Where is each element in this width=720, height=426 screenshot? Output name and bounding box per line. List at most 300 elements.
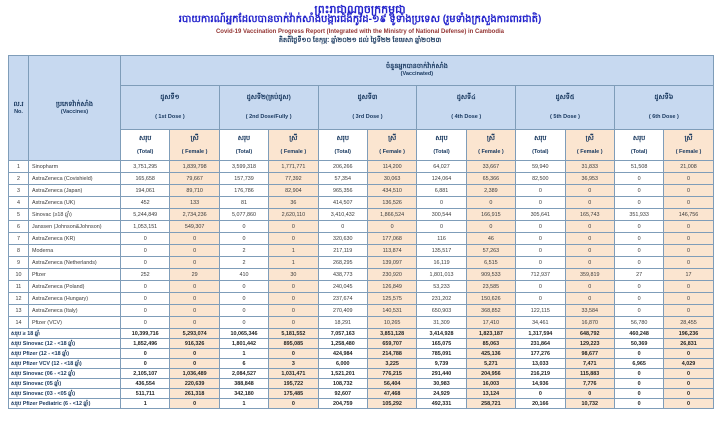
value-cell: 165,658 — [121, 173, 170, 185]
value-cell: 0 — [170, 293, 219, 305]
value-cell: 136,526 — [367, 197, 416, 209]
value-cell: 0 — [170, 233, 219, 245]
value-cell: 0 — [664, 389, 713, 399]
value-cell: 0 — [516, 185, 565, 197]
row-number: 3 — [9, 185, 29, 197]
value-cell: 126,849 — [367, 281, 416, 293]
dose-header-english: ( 3rd Dose ) — [352, 114, 383, 120]
female-subheader-english: ( Female ) — [280, 148, 307, 155]
female-subheader-khmer: ស្រី — [486, 134, 495, 142]
value-cell: 0 — [121, 359, 170, 369]
value-cell: 16,119 — [417, 257, 466, 269]
value-cell: 0 — [121, 293, 170, 305]
value-cell: 0 — [614, 369, 663, 379]
summary-row — [9, 349, 714, 359]
summary-row — [9, 359, 714, 369]
value-cell: 166,915 — [466, 209, 515, 221]
value-cell: 1 — [219, 399, 268, 409]
value-cell: 196,236 — [664, 329, 713, 339]
value-cell: 77,392 — [269, 173, 318, 185]
female-subheader-khmer: ស្រី — [684, 134, 693, 142]
value-cell: 214,788 — [367, 349, 416, 359]
col-header-no-khmer: ល.រ — [13, 100, 24, 108]
dose-header-khmer: ដូសទី៤ — [456, 94, 476, 101]
value-cell: 0 — [466, 197, 515, 209]
value-cell: 460,248 — [614, 329, 663, 339]
value-cell: 0 — [614, 257, 663, 269]
female-subheader — [565, 130, 614, 161]
value-cell: 177,068 — [367, 233, 416, 245]
value-cell: 139,097 — [367, 257, 416, 269]
value-cell: 10,399,716 — [121, 329, 170, 339]
value-cell: 0 — [269, 221, 318, 233]
value-cell: 0 — [565, 389, 614, 399]
value-cell: 414,507 — [318, 197, 367, 209]
value-cell: 424,984 — [318, 349, 367, 359]
value-cell: 0 — [121, 305, 170, 317]
value-cell: 1 — [269, 257, 318, 269]
row-number: 8 — [9, 245, 29, 257]
value-cell: 10,732 — [565, 399, 614, 409]
vaccine-name: Sinopharm — [29, 161, 121, 173]
value-cell: 300,544 — [417, 209, 466, 221]
value-cell: 82,500 — [516, 173, 565, 185]
value-cell: 3,410,432 — [318, 209, 367, 221]
value-cell: 0 — [614, 399, 663, 409]
value-cell: 230,920 — [367, 269, 416, 281]
vaccine-name: Sinovac (≥18 ឆ្នាំ) — [29, 209, 121, 221]
row-number: 12 — [9, 293, 29, 305]
female-subheader — [269, 130, 318, 161]
total-subheader-english: (Total) — [532, 148, 549, 155]
female-subheader — [170, 130, 219, 161]
value-cell: 5,293,074 — [170, 329, 219, 339]
value-cell: 0 — [121, 233, 170, 245]
value-cell: 320,630 — [318, 233, 367, 245]
value-cell: 1,521,201 — [318, 369, 367, 379]
table-row — [9, 293, 714, 305]
value-cell: 0 — [318, 221, 367, 233]
col-header-no — [9, 56, 29, 161]
table-row — [9, 305, 714, 317]
table-row — [9, 257, 714, 269]
value-cell: 92,607 — [318, 389, 367, 399]
value-cell: 0 — [614, 305, 663, 317]
value-cell: 659,707 — [367, 339, 416, 349]
value-cell: 6,881 — [417, 185, 466, 197]
summary-row — [9, 339, 714, 349]
value-cell: 434,510 — [367, 185, 416, 197]
value-cell: 291,440 — [417, 369, 466, 379]
value-cell: 31,833 — [565, 161, 614, 173]
dose-header-khmer: ដូសទី៣ — [357, 94, 378, 101]
female-subheader-khmer: ស្រី — [388, 134, 397, 142]
value-cell: 895,085 — [269, 339, 318, 349]
total-subheader — [516, 130, 565, 161]
value-cell: 16,870 — [565, 317, 614, 329]
value-cell: 34,461 — [516, 317, 565, 329]
value-cell: 108,732 — [318, 379, 367, 389]
table-row — [9, 209, 714, 221]
value-cell: 231,202 — [417, 293, 466, 305]
value-cell: 206,266 — [318, 161, 367, 173]
value-cell: 28,455 — [664, 317, 713, 329]
total-subheader-english: (Total) — [433, 148, 450, 155]
dose-header-khmer: ដូសទី៥ — [555, 94, 575, 101]
value-cell: 0 — [516, 233, 565, 245]
summary-row — [9, 399, 714, 409]
value-cell: 1,053,151 — [121, 221, 170, 233]
value-cell: 6 — [219, 359, 268, 369]
value-cell: 0 — [121, 245, 170, 257]
value-cell: 0 — [269, 349, 318, 359]
vaccine-name: AstraZeneca (Poland) — [29, 281, 121, 293]
female-subheader-english: ( Female ) — [181, 148, 208, 155]
value-cell: 0 — [565, 281, 614, 293]
col-header-vaccinated-english: (Vaccinated) — [400, 71, 434, 77]
value-cell: 146,756 — [664, 209, 713, 221]
value-cell: 115,883 — [565, 369, 614, 379]
value-cell: 0 — [565, 245, 614, 257]
value-cell: 9,739 — [417, 359, 466, 369]
value-cell: 56,404 — [367, 379, 416, 389]
value-cell: 785,091 — [417, 349, 466, 359]
value-cell: 129,223 — [565, 339, 614, 349]
value-cell: 0 — [516, 293, 565, 305]
value-cell: 10,065,346 — [219, 329, 268, 339]
value-cell: 0 — [614, 233, 663, 245]
value-cell: 5,077,860 — [219, 209, 268, 221]
value-cell: 53,233 — [417, 281, 466, 293]
value-cell: 909,533 — [466, 269, 515, 281]
value-cell: 29 — [170, 269, 219, 281]
value-cell: 0 — [269, 233, 318, 245]
vaccine-name: Pfizer — [29, 269, 121, 281]
value-cell: 0 — [614, 173, 663, 185]
value-cell: 0 — [664, 197, 713, 209]
value-cell: 6,515 — [466, 257, 515, 269]
vaccine-name: AstraZeneca (Netherlands) — [29, 257, 121, 269]
value-cell: 3,225 — [367, 359, 416, 369]
value-cell: 0 — [664, 245, 713, 257]
dose-header-3 — [318, 86, 417, 130]
value-cell: 1 — [219, 349, 268, 359]
value-cell: 2,389 — [466, 185, 515, 197]
value-cell: 0 — [219, 233, 268, 245]
row-number: 4 — [9, 197, 29, 209]
summary-label: សរុប Sinovac (03 - <05 ឆ្នាំ) — [9, 389, 121, 399]
table-row — [9, 233, 714, 245]
value-cell: 0 — [565, 293, 614, 305]
value-cell: 1,866,524 — [367, 209, 416, 221]
value-cell: 0 — [664, 173, 713, 185]
value-cell: 64,027 — [417, 161, 466, 173]
value-cell: 98,677 — [565, 349, 614, 359]
female-subheader-english: ( Female ) — [576, 148, 603, 155]
value-cell: 114,200 — [367, 161, 416, 173]
value-cell: 0 — [170, 245, 219, 257]
value-cell: 0 — [121, 317, 170, 329]
value-cell: 1,839,798 — [170, 161, 219, 173]
value-cell: 916,326 — [170, 339, 219, 349]
value-cell: 237,674 — [318, 293, 367, 305]
vaccine-name: AstraZeneca (Hungary) — [29, 293, 121, 305]
value-cell: 0 — [565, 257, 614, 269]
col-header-vaccines-khmer: ប្រភេទវ៉ាក់សាំង — [55, 100, 93, 108]
value-cell: 305,641 — [516, 209, 565, 221]
value-cell: 57,263 — [466, 245, 515, 257]
value-cell: 0 — [170, 317, 219, 329]
value-cell: 0 — [614, 245, 663, 257]
vaccine-name: Pfizer (VCV) — [29, 317, 121, 329]
row-number: 5 — [9, 209, 29, 221]
value-cell: 368,852 — [466, 305, 515, 317]
value-cell: 165,075 — [417, 339, 466, 349]
summary-label: សរុប Pfizer (12 - <18 ឆ្នាំ) — [9, 349, 121, 359]
value-cell: 270,409 — [318, 305, 367, 317]
value-cell: 165,743 — [565, 209, 614, 221]
value-cell: 2,620,110 — [269, 209, 318, 221]
value-cell: 0 — [664, 379, 713, 389]
value-cell: 1,801,013 — [417, 269, 466, 281]
value-cell: 220,639 — [170, 379, 219, 389]
value-cell: 0 — [516, 389, 565, 399]
female-subheader-khmer: ស្រី — [289, 134, 298, 142]
value-cell: 16,003 — [466, 379, 515, 389]
value-cell: 124,064 — [417, 173, 466, 185]
value-cell: 0 — [565, 233, 614, 245]
value-cell: 1,031,471 — [269, 369, 318, 379]
value-cell: 0 — [417, 221, 466, 233]
dose-header-english: ( 4th Dose ) — [451, 114, 482, 120]
value-cell: 2,105,107 — [121, 369, 170, 379]
value-cell: 2,084,527 — [219, 369, 268, 379]
vaccine-name: AstraZeneca (Japan) — [29, 185, 121, 197]
value-cell: 231,864 — [516, 339, 565, 349]
value-cell: 82,904 — [269, 185, 318, 197]
value-cell: 204,759 — [318, 399, 367, 409]
total-subheader-khmer: សរុប — [237, 134, 251, 142]
table-row — [9, 269, 714, 281]
value-cell: 0 — [219, 221, 268, 233]
value-cell: 438,773 — [318, 269, 367, 281]
value-cell: 359,819 — [565, 269, 614, 281]
value-cell: 36,953 — [565, 173, 614, 185]
table-row — [9, 161, 714, 173]
table-row — [9, 197, 714, 209]
summary-label: សរុប ≥ 18 ឆ្នាំ — [9, 329, 121, 339]
value-cell: 1,258,480 — [318, 339, 367, 349]
row-number: 10 — [9, 269, 29, 281]
vaccine-name: AstraZeneca (Italy) — [29, 305, 121, 317]
female-subheader — [466, 130, 515, 161]
value-cell: 0 — [516, 281, 565, 293]
value-cell: 0 — [170, 349, 219, 359]
value-cell: 0 — [614, 185, 663, 197]
female-subheader-english: ( Female ) — [478, 148, 504, 155]
value-cell: 50,369 — [614, 339, 663, 349]
value-cell: 81 — [219, 197, 268, 209]
value-cell: 116 — [417, 233, 466, 245]
value-cell: 59,940 — [516, 161, 565, 173]
total-subheader-english: (Total) — [136, 148, 154, 155]
value-cell: 2 — [219, 257, 268, 269]
value-cell: 2 — [219, 245, 268, 257]
vaccine-name: Moderna — [29, 245, 121, 257]
value-cell: 776,215 — [367, 369, 416, 379]
dose-header-english: ( 6th Dose ) — [648, 114, 679, 120]
value-cell: 0 — [664, 369, 713, 379]
value-cell: 436,554 — [121, 379, 170, 389]
dose-header-2 — [219, 86, 318, 130]
value-cell: 0 — [614, 349, 663, 359]
dose-header-khmer: ដូសទី២(គ្រប់ដូស) — [246, 94, 291, 101]
col-header-vaccinated — [121, 56, 714, 86]
value-cell: 23,585 — [466, 281, 515, 293]
summary-row — [9, 369, 714, 379]
value-cell: 36 — [269, 197, 318, 209]
value-cell: 17,410 — [466, 317, 515, 329]
total-subheader-english: (Total) — [235, 148, 253, 155]
value-cell: 105,292 — [367, 399, 416, 409]
value-cell: 0 — [121, 281, 170, 293]
value-cell: 46 — [466, 233, 515, 245]
value-cell: 176,786 — [219, 185, 268, 197]
dose-header-1 — [121, 86, 220, 130]
female-subheader-khmer: ស្រី — [585, 134, 594, 142]
value-cell: 410 — [219, 269, 268, 281]
value-cell: 5,181,552 — [269, 329, 318, 339]
value-cell: 0 — [170, 281, 219, 293]
table-row — [9, 221, 714, 233]
value-cell: 20,166 — [516, 399, 565, 409]
value-cell: 33,584 — [565, 305, 614, 317]
value-cell: 0 — [614, 281, 663, 293]
value-cell: 0 — [614, 379, 663, 389]
report-date-range: គិតពីថ្ងៃទី១០ ខែកុម្ភៈ ឆ្នាំ២០២១ ដល់ ថ្ងៃទី២២ ខែមេសា ឆ្នាំ២០២៣ — [278, 37, 442, 44]
value-cell: 3,599,318 — [219, 161, 268, 173]
total-subheader-khmer: សរុប — [632, 134, 646, 142]
value-cell: 0 — [664, 221, 713, 233]
col-header-vaccinated-khmer: ចំនួនអ្នកបានចាក់វ៉ាក់សាំង — [385, 63, 448, 70]
total-subheader — [121, 130, 170, 161]
value-cell: 31,309 — [417, 317, 466, 329]
value-cell: 47,468 — [367, 389, 416, 399]
female-subheader — [664, 130, 713, 161]
value-cell: 89,710 — [170, 185, 219, 197]
summary-label: សរុប Sinovac (05 ឆ្នាំ) — [9, 379, 121, 389]
value-cell: 0 — [664, 293, 713, 305]
table-row — [9, 173, 714, 185]
value-cell: 452 — [121, 197, 170, 209]
total-subheader-khmer: សរុប — [534, 134, 547, 142]
value-cell: 0 — [466, 221, 515, 233]
col-header-no-english: No. — [14, 108, 23, 115]
value-cell: 122,115 — [516, 305, 565, 317]
value-cell: 85,063 — [466, 339, 515, 349]
value-cell: 0 — [516, 197, 565, 209]
value-cell: 26,831 — [664, 339, 713, 349]
value-cell: 13,033 — [516, 359, 565, 369]
value-cell: 3 — [269, 359, 318, 369]
value-cell: 0 — [269, 293, 318, 305]
value-cell: 0 — [417, 197, 466, 209]
value-cell: 204,956 — [466, 369, 515, 379]
row-number: 9 — [9, 257, 29, 269]
value-cell: 0 — [219, 317, 268, 329]
value-cell: 0 — [664, 305, 713, 317]
value-cell: 1,317,594 — [516, 329, 565, 339]
value-cell: 177,276 — [516, 349, 565, 359]
total-subheader-english: (Total) — [630, 148, 648, 155]
value-cell: 33,667 — [466, 161, 515, 173]
row-number: 2 — [9, 173, 29, 185]
value-cell: 648,792 — [565, 329, 614, 339]
report-subtitle-english: Covid-19 Vaccination Progress Report (Integrated with the Ministry of National Defense) in Cambodia — [215, 29, 505, 35]
value-cell: 135,517 — [417, 245, 466, 257]
value-cell: 0 — [170, 257, 219, 269]
value-cell: 0 — [516, 221, 565, 233]
col-header-vaccines-english: (Vaccines) — [60, 108, 89, 115]
value-cell: 0 — [565, 221, 614, 233]
dose-header-english: ( 5th Dose ) — [550, 114, 580, 120]
value-cell: 388,848 — [219, 379, 268, 389]
value-cell: 140,531 — [367, 305, 416, 317]
vaccine-name: AstraZeneca (KR) — [29, 233, 121, 245]
row-number: 7 — [9, 233, 29, 245]
value-cell: 0 — [664, 399, 713, 409]
row-number: 6 — [9, 221, 29, 233]
value-cell: 0 — [516, 257, 565, 269]
value-cell: 0 — [170, 359, 219, 369]
value-cell: 79,667 — [170, 173, 219, 185]
total-subheader — [614, 130, 663, 161]
total-subheader — [219, 130, 268, 161]
female-subheader-english: ( Female ) — [675, 148, 702, 155]
value-cell: 57,354 — [318, 173, 367, 185]
value-cell: 0 — [614, 221, 663, 233]
value-cell: 3,414,928 — [417, 329, 466, 339]
value-cell: 5,271 — [466, 359, 515, 369]
dose-header-english: ( 1st Dose ) — [155, 114, 185, 120]
dose-header-4 — [417, 86, 516, 130]
value-cell: 0 — [614, 197, 663, 209]
vaccine-name: Janssen (Johnson&Johnson) — [29, 221, 121, 233]
dose-header-6 — [614, 86, 713, 130]
value-cell: 0 — [170, 399, 219, 409]
dose-header-khmer: ដូសទី៦ — [654, 94, 674, 101]
value-cell: 0 — [269, 399, 318, 409]
value-cell: 965,356 — [318, 185, 367, 197]
value-cell: 0 — [614, 389, 663, 399]
value-cell: 268,295 — [318, 257, 367, 269]
value-cell: 2,734,236 — [170, 209, 219, 221]
dose-header-khmer: ដូសទី១ — [160, 94, 180, 101]
total-subheader — [417, 130, 466, 161]
top-clipped-text — [0, 0, 720, 16]
total-subheader-khmer: សរុប — [139, 134, 152, 142]
value-cell: 0 — [664, 185, 713, 197]
value-cell: 51,508 — [614, 161, 663, 173]
value-cell: 17 — [664, 269, 713, 281]
value-cell: 30,983 — [417, 379, 466, 389]
top-clipped-text-label: ព្រះរាជាណាចក្រកម្ពុជា — [314, 4, 406, 16]
table-row — [9, 185, 714, 197]
value-cell: 216,219 — [516, 369, 565, 379]
value-cell: 0 — [219, 305, 268, 317]
summary-label: សរុប Pfizer VCV (12 - <18 ឆ្នាំ) — [9, 359, 121, 369]
value-cell: 175,485 — [269, 389, 318, 399]
